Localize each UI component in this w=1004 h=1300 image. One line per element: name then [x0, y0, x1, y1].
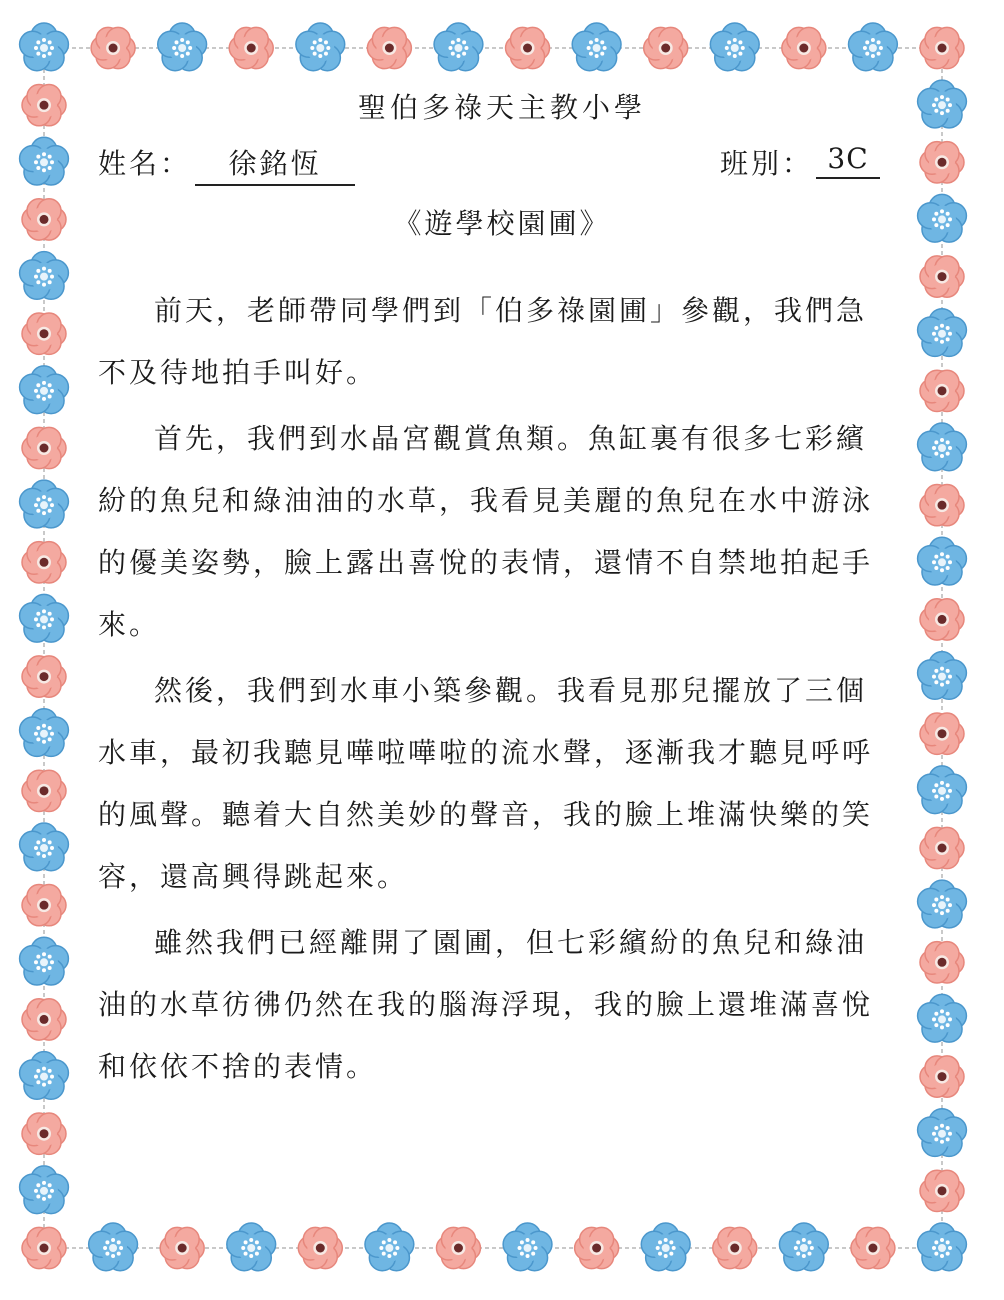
essay-paragraph: 前天，老師帶同學們到「伯多祿園圃」參觀，我們急不及待地拍手叫好。 [98, 294, 868, 389]
blue-flower-icon [918, 652, 967, 700]
pink-flower-icon [229, 27, 273, 68]
class-label: 班別： [720, 147, 814, 180]
blue-flower-icon [918, 537, 967, 585]
pink-flower-icon [920, 599, 964, 640]
pink-flower-icon [851, 1227, 895, 1268]
pink-flower-icon [298, 1227, 342, 1268]
pink-flower-icon [920, 256, 964, 297]
pink-flower-icon [782, 27, 826, 68]
blue-flower-icon [296, 23, 345, 71]
blue-flower-icon [20, 594, 69, 642]
essay-title: 《遊學校園圃》 [393, 207, 611, 240]
blue-flower-icon [20, 252, 69, 300]
pink-flower-icon [22, 656, 66, 697]
blue-flower-icon [20, 709, 69, 757]
blue-flower-icon [918, 423, 967, 471]
blue-flower-icon [20, 137, 69, 185]
blue-flower-icon [918, 766, 967, 814]
pink-flower-icon [920, 27, 964, 68]
blue-flower-icon [20, 823, 69, 871]
pink-flower-icon [22, 313, 66, 354]
pink-flower-icon [920, 370, 964, 411]
essay-body [98, 280, 888, 1102]
pink-flower-icon [22, 427, 66, 468]
blue-flower-icon [20, 1052, 69, 1100]
name-label: 姓名： [98, 147, 192, 180]
blue-flower-icon [918, 309, 967, 357]
essay-paragraph: 首先，我們到水晶宮觀賞魚類。魚缸裏有很多七彩繽紛的魚兒和綠油油的水草，我看見美麗的魚兒在水中游泳的優美姿勢，臉上露出喜悅的表情，還情不自禁地拍起手來。 [98, 422, 874, 641]
blue-flower-icon [779, 1223, 828, 1271]
blue-flower-icon [227, 1223, 276, 1271]
pink-flower-icon [920, 1170, 964, 1211]
pink-flower-icon [22, 542, 66, 583]
blue-flower-icon [434, 23, 483, 71]
blue-flower-icon [918, 1223, 967, 1271]
pink-flower-icon [22, 884, 66, 925]
pink-flower-icon [920, 484, 964, 525]
pink-flower-icon [920, 142, 964, 183]
blue-flower-icon [503, 1223, 552, 1271]
pink-flower-icon [91, 27, 135, 68]
blue-flower-icon [849, 23, 898, 71]
pink-flower-icon [920, 827, 964, 868]
blue-flower-icon [365, 1223, 414, 1271]
essay-paragraph: 雖然我們已經離開了園圃，但七彩繽紛的魚兒和綠油油的水草彷彿仍然在我的腦海浮現，我的臉上還堆滿喜悅和依依不捨的表情。 [98, 926, 874, 1083]
blue-flower-icon [710, 23, 759, 71]
pink-flower-icon [22, 1113, 66, 1154]
pink-flower-icon [22, 770, 66, 811]
pink-flower-icon [506, 27, 550, 68]
blue-flower-icon [20, 23, 69, 71]
pink-flower-icon [160, 1227, 204, 1268]
blue-flower-icon [918, 1109, 967, 1157]
blue-flower-icon [20, 1166, 69, 1214]
essay-paragraph: 然後，我們到水車小築參觀。我看見那兒擺放了三個水車，最初我聽見嘩啦嘩啦的流水聲，逐漸我才聽見呼呼的風聲。聽着大自然美妙的聲音，我的臉上堆滿快樂的笑容，還高興得跳起來。 [98, 674, 874, 893]
pink-flower-icon [920, 713, 964, 754]
blue-flower-icon [158, 23, 207, 71]
school-name: 聖伯多祿天主教小學 [357, 91, 646, 124]
pink-flower-icon [22, 1227, 66, 1268]
pink-flower-icon [22, 999, 66, 1040]
blue-flower-icon [20, 937, 69, 985]
pink-flower-icon [575, 1227, 619, 1268]
pink-flower-icon [713, 1227, 757, 1268]
blue-flower-icon [20, 366, 69, 414]
blue-flower-icon [918, 880, 967, 928]
pink-flower-icon [920, 942, 964, 983]
blue-flower-icon [20, 480, 69, 528]
class-value: 3C [816, 142, 880, 179]
pink-flower-icon [920, 1056, 964, 1097]
pink-flower-icon [644, 27, 688, 68]
blue-flower-icon [918, 994, 967, 1042]
blue-flower-icon [641, 1223, 690, 1271]
student-name: 徐銘恆 [195, 142, 355, 186]
blue-flower-icon [572, 23, 621, 71]
pink-flower-icon [436, 1227, 480, 1268]
blue-flower-icon [89, 1223, 138, 1271]
pink-flower-icon [367, 27, 411, 68]
